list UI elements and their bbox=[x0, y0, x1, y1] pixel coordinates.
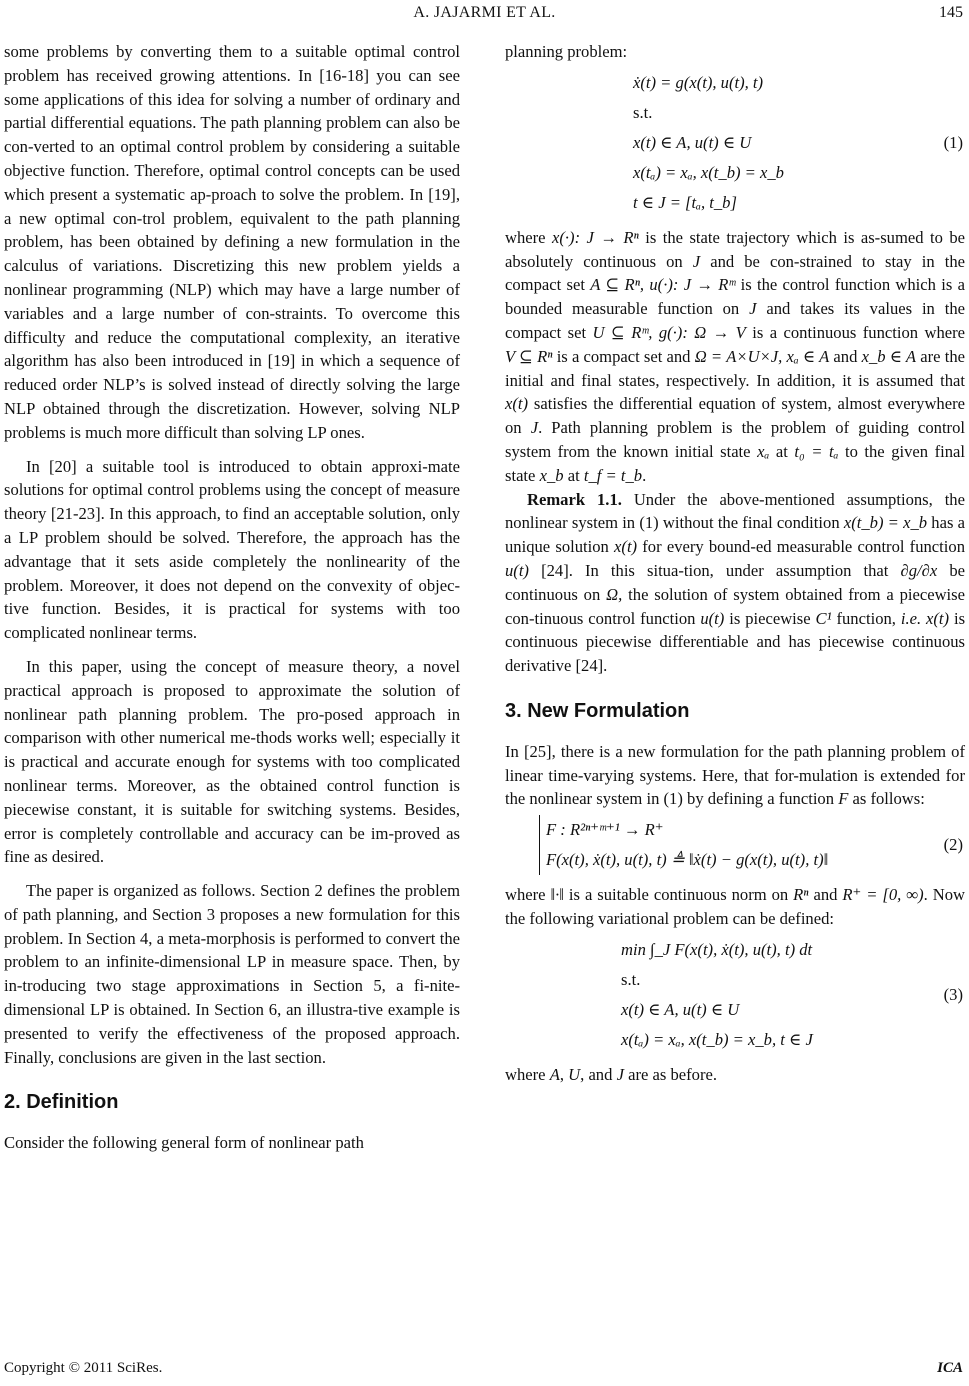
paragraph: The paper is organized as follows. Section 2 defines the problem of path planning, and Section 3 proposes a new formulation for this problem. In Section 4, a meta-morphosis is performed to convert the problem to an infinite-dimensional LP in measure space. Then, by in-troducing two stage approximations in Section 5, a fi-nite-dimensional LP is obtained. In Section 6, an illustra-tive example is presented to verify the effectiveness of the proposed approach. Finally, conclusions are given in the last section. bbox=[4, 881, 460, 1067]
paragraph: where x(·): J → Rⁿ is the state trajectory which is as-sumed to be absolutely continuous on J and be con-strained to stay in the compact set A ⊆ Rⁿ, u(·): J → Rᵐ is the control function which is a bounded measurable function on J and takes its values in the compact set U ⊆ Rᵐ, g(·): Ω → V is a continuous function where V ⊆ Rⁿ is a compact set and Ω = A×U×J, xₐ ∈ A and x_b ∈ A are the initial and final states, respectively. In addition, it is assumed that x(t) satisfies the differential equation of system, almost everywhere on J. Path planning problem is the problem of guiding control system from the known initial state xₐ at t₀ = tₐ to the given final state x_b at t_f = t_b. bbox=[505, 227, 966, 485]
page-number: 145 bbox=[939, 4, 963, 21]
paragraph: some problems by converting them to a suitable optimal control problem has received growing attentions. In [16-18] you can see some applications of this idea for solving a number of ordinary and partial differential equations. The path planning problem can also be con-verted to an optimal control problem by considering a suitable objective function. Therefore, optimal control concepts can be used which present a systematic ap-proach to solve the problem. In [19], a new optimal con-trol problem, equivalent to the path planning problem, has been obtained by defining a new formulation in the calculus of variations. Discretizing this new problem yields a nonlinear programming (NLP) which may have a large number of variables and a large number of con-straints. To overcome this difficulty and reduce the computational complexity, an iterative algorithm has also been introduced in [19] in which a sequence of reduced order NLP’s is solved instead of directly solving the large NLP obtained through the discretization. However, solving NLP problems is much more difficult than solving LP ones. bbox=[4, 42, 460, 442]
section-heading: 2. Definition bbox=[4, 1091, 119, 1114]
equation-line: F : R²ⁿ⁺ᵐ⁺¹ → R⁺ bbox=[546, 820, 664, 840]
left-column bbox=[4, 40, 460, 1155]
equation-line: t ∈ J = [tₐ, t_b] bbox=[633, 192, 737, 212]
running-head: A. JAJARMI ET AL. bbox=[413, 4, 556, 21]
remark-label: Remark 1.1. bbox=[527, 489, 622, 509]
equation-line: F(x(t), ẋ(t), u(t), t) ≜ ‖ẋ(t) − g(x(t), u(t), t)‖ bbox=[546, 850, 829, 870]
equation-line: min ∫_J F(x(t), ẋ(t), u(t), t) dt bbox=[621, 939, 813, 959]
remark-paragraph: Remark 1.1. Under the above-mentioned assumptions, the nonlinear system in (1) without the final condition x(t_b) = x_b has a unique solution x(t) for every bound-ed measurable control function u(t) [24]. In this situa-tion, under assumption that ∂g/∂x be continuous on Ω, the solution of system obtained from a piecewise con-tinuous control function u(t) is piecewise C¹ function, i.e. x(t) is continuous piecewise differentiable and has piecewise continuous derivative [24]. bbox=[505, 489, 966, 676]
equation-number: (2) bbox=[943, 835, 963, 855]
copyright-notice: Copyright © 2011 SciRes. bbox=[4, 1360, 163, 1376]
journal-abbrev: ICA bbox=[937, 1360, 963, 1376]
paragraph: In [20] a suitable tool is introduced to obtain approxi-mate solutions for optimal control problems using the concept of measure theory [21-23]. In this approach, to find an acceptable solution, only a LP problem should be solved. Therefore, the approach has the advantage that it sets aside completely the nonlinearity of the problem. Moreover, it does not depend on the convexity of objec-tive function. Besides, it is practical for systems with too complicated nonlinear terms. bbox=[4, 456, 460, 643]
equation-line: s.t. bbox=[621, 969, 641, 989]
equation-number: (1) bbox=[943, 132, 963, 152]
equation-2 bbox=[505, 815, 965, 875]
equation-1 bbox=[505, 68, 965, 218]
page-header bbox=[0, 2, 969, 28]
equation-number: (3) bbox=[943, 984, 963, 1004]
equation-line: x(t) ∈ A, u(t) ∈ U bbox=[621, 999, 740, 1019]
equation-line: x(tₐ) = xₐ, x(t_b) = x_b, t ∈ J bbox=[621, 1029, 813, 1049]
paragraph: In [25], there is a new formulation for the path planning problem of linear time-varying systems. Here, that for-mulation is extended for the nonlinear system in (1) by defining a function F as follows: bbox=[505, 741, 965, 809]
right-column bbox=[505, 40, 965, 1087]
section-heading: 3. New Formulation bbox=[505, 699, 690, 722]
equation-3 bbox=[505, 935, 965, 1055]
equation-line: x(t) ∈ A, u(t) ∈ U bbox=[633, 132, 752, 152]
paragraph: where A, U, and J are as before. bbox=[505, 1064, 717, 1084]
paragraph: planning problem: bbox=[505, 42, 628, 61]
equation-line: s.t. bbox=[633, 102, 653, 122]
equation-line: x(tₐ) = xₐ, x(t_b) = x_b bbox=[633, 162, 784, 182]
equation-line: ẋ(t) = g(x(t), u(t), t) bbox=[633, 72, 764, 92]
paragraph: where ‖·‖ is a suitable continuous norm on Rⁿ and R⁺ = [0, ∞). Now the following variational problem can be defined: bbox=[505, 885, 965, 928]
paragraph: In this paper, using the concept of measure theory, a novel practical approach is proposed to approximate the solution of nonlinear path planning problem. The pro-posed approach in comparison with other numerical me-thods works well; especially it is practical and accurate enough for systems with too complicated nonlinear terms. Moreover, as the obtained control function is piecewise constant, it is suitable for switching systems. Besides, error is completely controllable and accuracy can be im-proved as fine as desired. bbox=[4, 656, 460, 867]
paragraph: Consider the following general form of nonlinear path bbox=[4, 1133, 364, 1153]
